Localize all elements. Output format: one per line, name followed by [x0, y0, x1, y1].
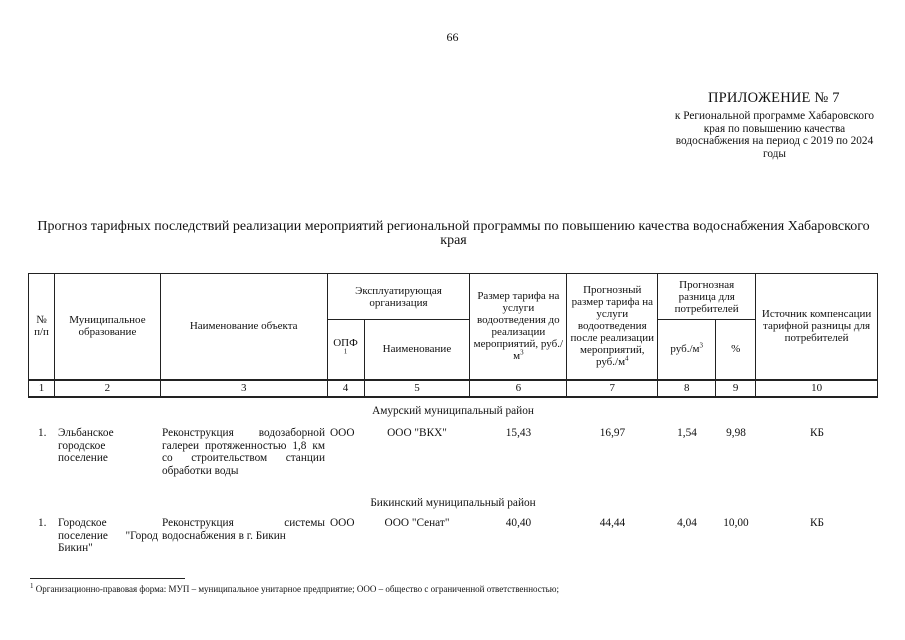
- column-number: 2: [54, 380, 160, 397]
- row-municipality: Эльбанское городское поселение: [58, 427, 114, 464]
- page-number: 66: [446, 30, 459, 44]
- header-source: Источник компенсации тарифной разницы для потребителей: [756, 274, 878, 380]
- header-forecast-tariff-sup: 4: [625, 354, 629, 363]
- tariff-table: [28, 273, 878, 398]
- row-num: 1.: [38, 517, 47, 529]
- row-tariff: 15,43: [505, 427, 532, 439]
- header-percent: %: [716, 320, 756, 380]
- header-rub-text: руб./м: [670, 343, 700, 356]
- header-municipality: Муниципальное образование: [54, 274, 160, 380]
- document-title: Прогноз тарифных последствий реализации мероприятий региональной программы по повышению качества водоснабжения Хабаровского края: [37, 219, 870, 248]
- header-operator-name: Наименование: [364, 320, 470, 380]
- header-num: № п/п: [29, 274, 55, 380]
- row-forecast: 16,97: [599, 427, 626, 439]
- row-tariff: 40,40: [505, 517, 532, 529]
- header-object: Наименование объекта: [160, 274, 327, 380]
- appendix-title: ПРИЛОЖЕНИЕ № 7: [708, 90, 840, 106]
- footnote-divider: [30, 578, 185, 579]
- header-tariff-size-sup: 3: [520, 348, 524, 357]
- row-object: Реконструкция системы водоснабжения в г. Бикин: [162, 517, 325, 542]
- district-heading: Амурский муниципальный район: [372, 405, 534, 417]
- column-number: 1: [29, 380, 55, 397]
- row-operator: ООО "Сенат": [384, 517, 450, 529]
- row-object: Реконструкция водозаборной галереи протяженностью 1,8 км со строительством станции обработки воды: [162, 427, 325, 477]
- column-number: 7: [567, 380, 658, 397]
- header-tariff-size-text: Размер тарифа на услуги водоотведения до реализации мероприятий, руб./м: [473, 290, 564, 363]
- header-rub-sup: 3: [699, 341, 703, 350]
- row-opf: ООО: [330, 517, 355, 529]
- appendix-subtitle: к Региональной программе Хабаровского края по повышению качества водоснабжения на период с 2019 по 2024 годы: [674, 110, 875, 160]
- column-number: 6: [470, 380, 567, 397]
- row-forecast: 44,44: [599, 517, 626, 529]
- row-operator: ООО "ВКХ": [387, 427, 447, 439]
- header-forecast-tariff-text: Прогнозный размер тарифа на услуги водоотведения после реализации мероприятий, руб./м: [570, 284, 654, 369]
- header-opf-sup: 1: [343, 347, 348, 356]
- row-source: КБ: [809, 427, 825, 439]
- row-source: КБ: [809, 517, 825, 529]
- footnote-text: Организационно-правовая форма: МУП – муниципальное унитарное предприятие; ООО – общество с ограниченной ответственностью;: [35, 584, 559, 594]
- row-diff-rub: 1,54: [677, 427, 697, 439]
- column-number: 10: [756, 380, 878, 397]
- row-opf: ООО: [330, 427, 355, 439]
- row-municipality: Городское поселение "Город Бикин": [58, 517, 158, 554]
- column-number: 4: [327, 380, 364, 397]
- column-number: 8: [658, 380, 716, 397]
- row-diff-pct: 9,98: [726, 427, 746, 439]
- row-diff-rub: 4,04: [677, 517, 697, 529]
- header-forecast-diff: Прогнозная разница для потребителей: [658, 274, 756, 320]
- footnote: [30, 584, 559, 594]
- column-number: 5: [364, 380, 470, 397]
- district-heading: Бикинский муниципальный район: [370, 497, 536, 509]
- footnote-mark: 1: [30, 582, 34, 590]
- column-number-row: [29, 380, 878, 397]
- header-operator: Эксплуатирующая организация: [327, 274, 470, 320]
- header-opf: [327, 320, 364, 380]
- row-diff-pct: 10,00: [723, 517, 749, 529]
- header-opf-text: ОПФ: [333, 337, 358, 350]
- column-number: 9: [716, 380, 756, 397]
- column-number: 3: [160, 380, 327, 397]
- header-rub: [658, 320, 716, 380]
- row-num: 1.: [38, 427, 47, 439]
- header-tariff-size: [470, 274, 567, 380]
- header-forecast-tariff: [567, 274, 658, 380]
